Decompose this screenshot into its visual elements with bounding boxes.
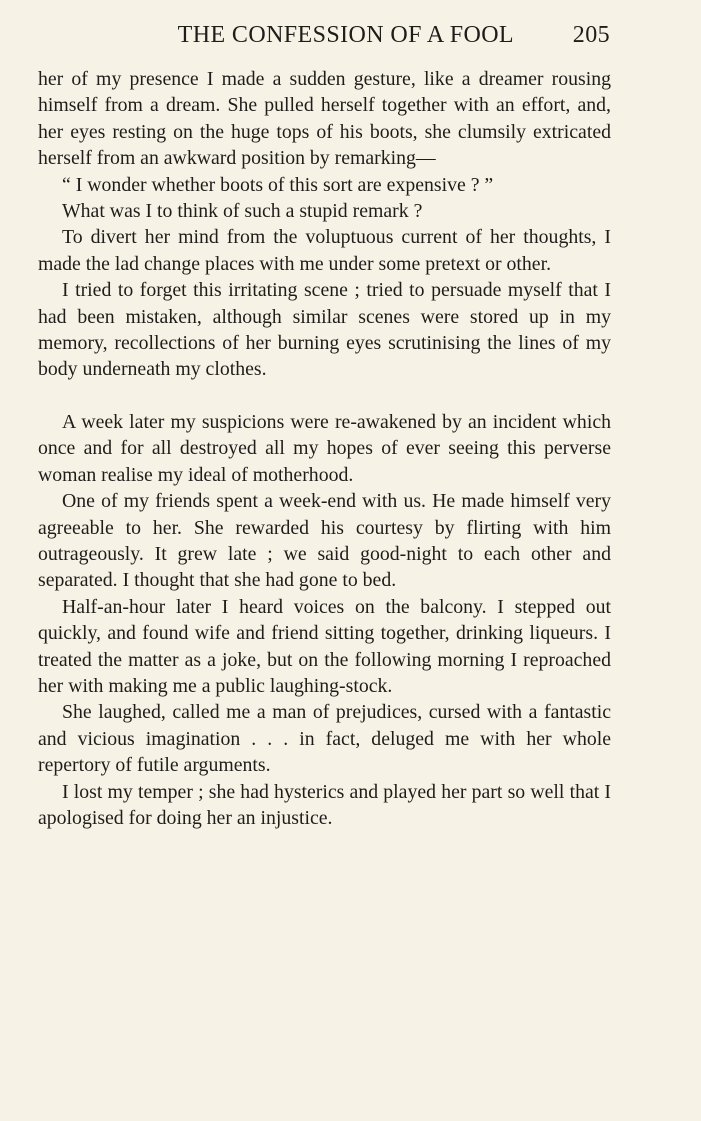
paragraph: I lost my temper ; she had hysterics and played her part so well that I apologised for doing her an injustice. <box>38 780 611 829</box>
running-title: THE CONFESSION OF A FOOL <box>177 22 514 48</box>
paragraph: Half-an-hour later I heard voices on the balcony. I stepped out quickly, and found wife and friend sitting together, drinking liqueurs. I treated the matter as a joke, but on the following morning I reproached her with making me a public laughing-stock. <box>38 595 611 697</box>
paragraph: She laughed, called me a man of prejudices, cursed with a fantastic and vicious imagination . . . in fact, deluged me with her whole repertory of futile arguments. <box>38 701 611 777</box>
page-body <box>38 66 611 831</box>
paragraph: I tried to forget this irritating scene ; tried to persuade myself that I had been mistaken, although similar scenes were stored up in my memory, recollections of her burning eyes scrutinising the lines of my body underneath my clothes. <box>38 279 611 381</box>
page-header <box>38 18 610 52</box>
paragraph: One of my friends spent a week-end with us. He made himself very agreeable to her. She rewarded his courtesy by flirting with him outrageously. It grew late ; we said good-night to each other and separated. I thought that she had gone to bed. <box>38 490 611 592</box>
paragraph: A week later my suspicions were re-awakened by an incident which once and for all destroyed all my hopes of ever seeing this perverse woman realise my ideal of motherhood. <box>38 410 611 486</box>
paragraph-continued: her of my presence I made a sudden gesture, like a dreamer rousing himself from a dream. She pulled herself together with an effort, and, her eyes resting on the huge tops of his boots, she clumsily extricated herself from an awkward position by remarking— <box>38 68 611 170</box>
paragraph: What was I to think of such a stupid remark ? <box>62 200 423 223</box>
paragraph: To divert her mind from the voluptuous current of her thoughts, I made the lad change places with me under some pretext or other. <box>38 226 611 275</box>
paragraph-quote: “ I wonder whether boots of this sort are expensive ? ” <box>62 173 494 196</box>
section-break <box>38 383 611 409</box>
page-number: 205 <box>572 22 610 48</box>
